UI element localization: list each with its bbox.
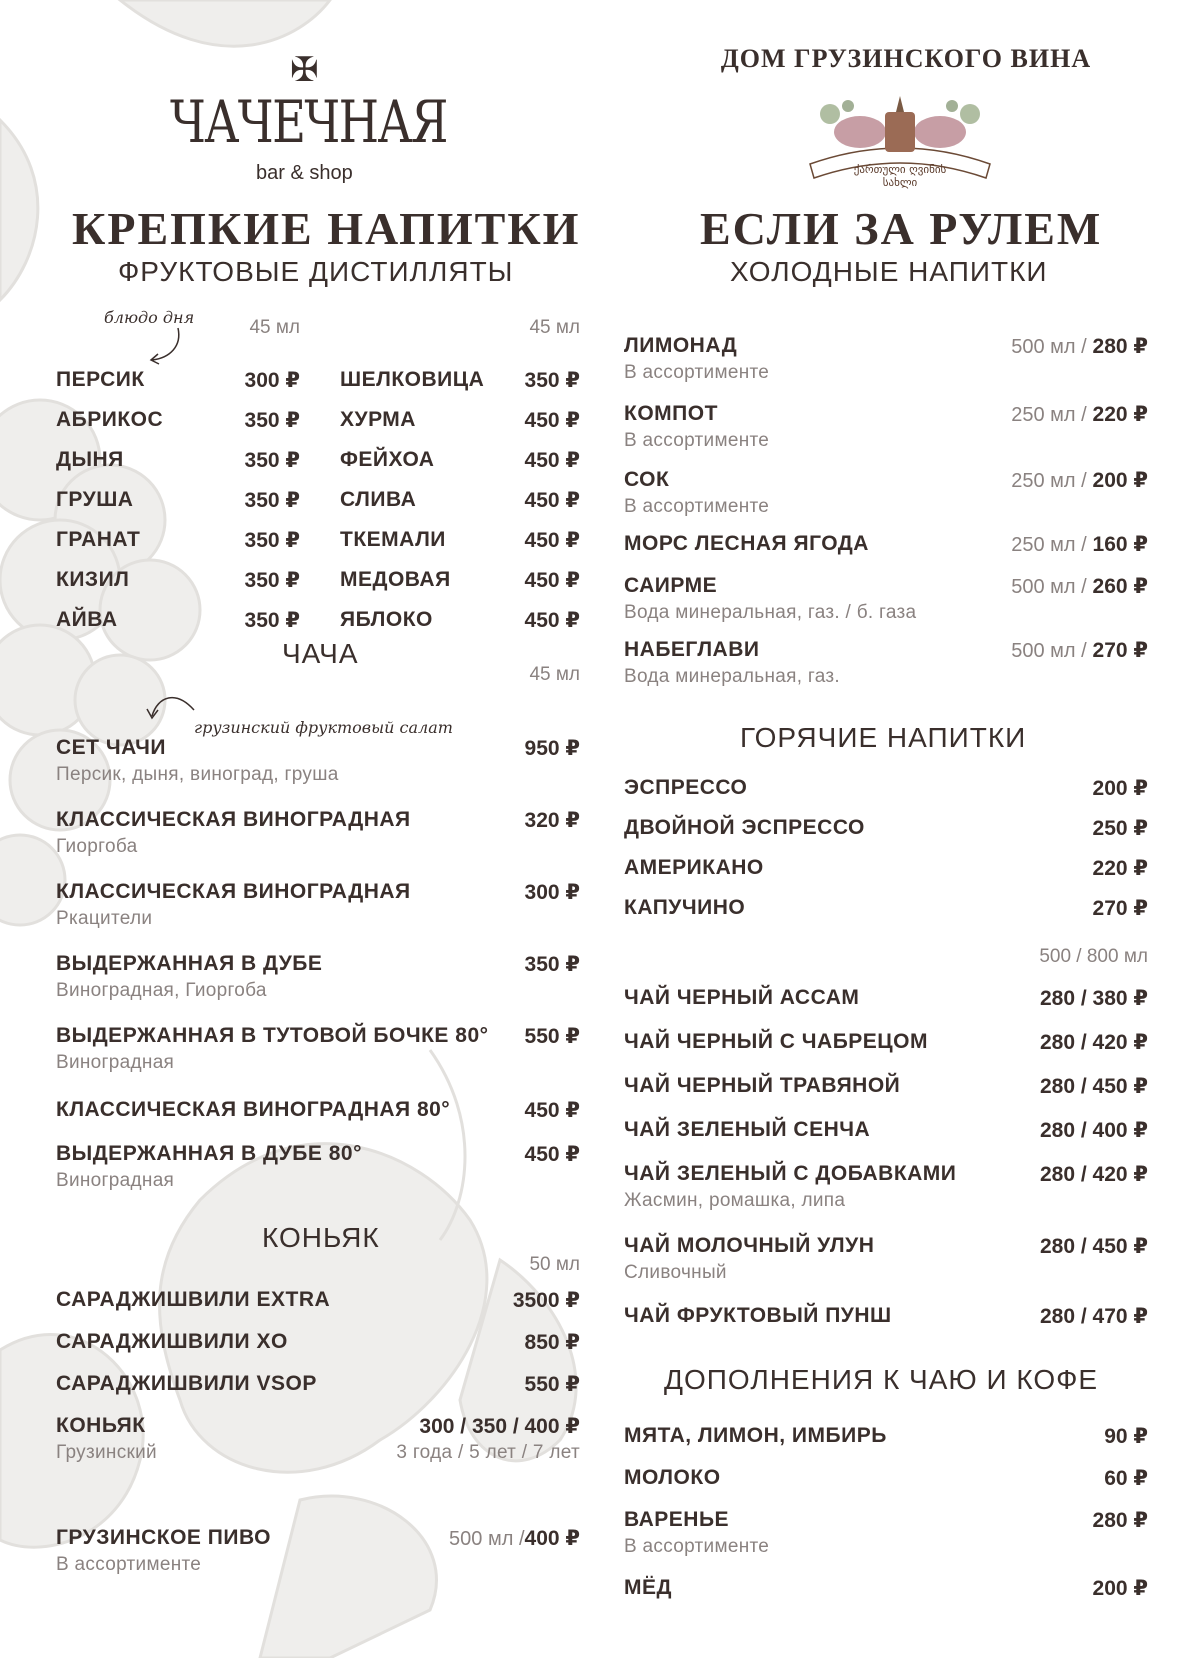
house-of-wine-title: ДОМ ГРУЗИНСКОГО ВИНА	[720, 44, 1092, 73]
menu-item-price: 90 ₽	[1104, 1425, 1148, 1448]
menu-item-name: ФЕЙХОА	[340, 448, 435, 471]
menu-item-volume: 500 мл /	[1011, 576, 1087, 598]
menu-item-name: КИЗИЛ	[56, 568, 130, 591]
menu-item-price: 200 ₽	[1092, 469, 1148, 492]
menu-item-price: 350 ₽	[244, 489, 300, 512]
menu-item-name: КЛАССИЧЕСКАЯ ВИНОГРАДНАЯ	[56, 880, 411, 903]
beer-volume-price	[330, 1526, 580, 1551]
fruit-distillates-subtitle: ФРУКТОВЫЕ ДИСТИЛЛЯТЫ	[118, 256, 514, 287]
beer-name: ГРУЗИНСКОЕ ПИВО	[56, 1526, 271, 1549]
volume-label-b: 45 мл	[529, 317, 580, 338]
menu-item-price: 220 ₽	[1092, 403, 1148, 426]
menu-item-name: САИРМЕ	[624, 574, 718, 597]
menu-item-price: 850 ₽	[524, 1331, 580, 1354]
menu-item-name: ПЕРСИК	[56, 368, 145, 391]
menu-item-name: МОРС ЛЕСНАЯ ЯГОДА	[624, 532, 869, 555]
menu-item-description: Сливочный	[624, 1262, 727, 1283]
menu-item-description: Жасмин, ромашка, липа	[624, 1190, 846, 1211]
emblem-georgian-caption: ქართული ღვინის სახლი	[853, 163, 947, 189]
menu-item-name: ЭСПРЕССО	[624, 776, 748, 799]
menu-item-description: Виноградная, Гиоргоба	[56, 980, 267, 1001]
cognac-generic-desc: Грузинский	[56, 1442, 157, 1463]
menu-item-name: ЯБЛОКО	[340, 608, 433, 631]
menu-item-price: 260 ₽	[1092, 575, 1148, 598]
if-driving-title: ЕСЛИ ЗА РУЛЕМ	[700, 203, 1103, 254]
menu-item-description: В ассортименте	[624, 1536, 770, 1557]
cognac-volume: 50 мл	[529, 1254, 580, 1275]
menu-item-description: Вода минеральная, газ.	[624, 666, 840, 687]
strong-drinks-title: КРЕПКИЕ НАПИТКИ	[72, 203, 581, 254]
menu-item-description: Персик, дыня, виноград, груша	[56, 764, 339, 785]
chacha-section-title: ЧАЧА	[282, 638, 359, 669]
menu-item-price: 160 ₽	[1092, 533, 1148, 556]
menu-item-name: САРАДЖИШВИЛИ VSOP	[56, 1372, 317, 1395]
menu-item-name: СЛИВА	[340, 488, 417, 511]
menu-item-name: МЯТА, ЛИМОН, ИМБИРЬ	[624, 1424, 887, 1447]
menu-item-price: 250 ₽	[1092, 817, 1148, 840]
menu-item-name: КЛАССИЧЕСКАЯ ВИНОГРАДНАЯ 80°	[56, 1098, 451, 1121]
menu-item-price: 450 ₽	[524, 489, 580, 512]
menu-item-price: 550 ₽	[524, 1373, 580, 1396]
menu-item-name: МОЛОКО	[624, 1466, 721, 1489]
menu-item-description: Виноградная	[56, 1052, 175, 1073]
menu-item-price: 60 ₽	[1104, 1467, 1148, 1490]
menu-item-price: 280 / 450 ₽	[1039, 1235, 1148, 1258]
menu-item-volume-price	[900, 402, 1148, 427]
menu-item-price: 450 ₽	[524, 1143, 580, 1166]
tea-volume: 500 / 800 мл	[1039, 946, 1148, 967]
menu-item-name: СОК	[624, 468, 670, 491]
menu-item-price: 450 ₽	[524, 1099, 580, 1122]
menu-item-price: 200 ₽	[1092, 1577, 1148, 1600]
menu-item-description: В ассортименте	[624, 430, 770, 451]
beer-volume: 500 мл /	[449, 1528, 525, 1550]
menu-item-price: 280 / 470 ₽	[1039, 1305, 1148, 1328]
menu-item-price: 300 ₽	[244, 369, 300, 392]
menu-item-name: ЛИМОНАД	[624, 334, 738, 357]
menu-item-volume: 250 мл /	[1011, 404, 1087, 426]
menu-item-name: ВАРЕНЬЕ	[624, 1508, 730, 1531]
menu-item-name: СЕТ ЧАЧИ	[56, 736, 167, 759]
menu-item-price: 3500 ₽	[512, 1289, 580, 1312]
menu-item-name: ВЫДЕРЖАННАЯ В ДУБЕ 80°	[56, 1142, 362, 1165]
menu-item-price: 280 / 420 ₽	[1039, 1031, 1148, 1054]
menu-item-price: 280 / 450 ₽	[1039, 1075, 1148, 1098]
menu-item-volume-price	[900, 532, 1148, 557]
chacha-volume: 45 мл	[529, 664, 580, 685]
menu-item-description: Ркацители	[56, 908, 153, 929]
cognac-generic-name: КОНЬЯК	[56, 1414, 146, 1437]
beer-price: 400 ₽	[524, 1527, 580, 1550]
menu-item-price: 220 ₽	[1092, 857, 1148, 880]
menu-item-price: 280 / 420 ₽	[1039, 1163, 1148, 1186]
menu-item-name: ЧАЙ ЗЕЛЕНЫЙ С ДОБАВКАМИ	[624, 1162, 957, 1185]
cognac-generic-ages: 3 года / 5 лет / 7 лет	[396, 1442, 580, 1463]
menu-item-volume-price	[900, 334, 1148, 359]
menu-item-price: 200 ₽	[1092, 777, 1148, 800]
menu-item-name: АБРИКОС	[56, 408, 164, 431]
menu-item-price: 280 ₽	[1092, 335, 1148, 358]
menu-item-name: ВЫДЕРЖАННАЯ В ТУТОВОЙ БОЧКЕ 80°	[56, 1024, 489, 1047]
menu-item-name: МЕДОВАЯ	[340, 568, 451, 591]
menu-item-name: КАПУЧИНО	[624, 896, 746, 919]
menu-item-price: 320 ₽	[524, 809, 580, 832]
menu-item-name: ТКЕМАЛИ	[340, 528, 446, 551]
menu-item-description: Гиоргоба	[56, 836, 138, 857]
menu-item-price: 270 ₽	[1092, 897, 1148, 920]
menu-item-description: В ассортименте	[624, 362, 770, 383]
menu-item-volume: 250 мл /	[1011, 470, 1087, 492]
menu-item-price: 300 ₽	[524, 881, 580, 904]
cognac-generic-price: 300 / 350 / 400 ₽	[419, 1415, 580, 1438]
menu-item-name: ЧАЙ ФРУКТОВЫЙ ПУНШ	[624, 1304, 892, 1327]
cross-icon: ✠	[290, 50, 319, 90]
menu-item-name: КЛАССИЧЕСКАЯ ВИНОГРАДНАЯ	[56, 808, 411, 831]
menu-item-name: АМЕРИКАНО	[624, 856, 764, 879]
cold-drinks-subtitle: ХОЛОДНЫЕ НАПИТКИ	[730, 256, 1048, 287]
menu-item-name: АЙВА	[56, 608, 118, 631]
menu-item-price: 280 / 380 ₽	[1039, 987, 1148, 1010]
menu-item-name: САРАДЖИШВИЛИ XO	[56, 1330, 288, 1353]
menu-item-price: 350 ₽	[244, 449, 300, 472]
menu-item-volume: 500 мл /	[1011, 336, 1087, 358]
brand-logo-name: ЧАЧЕЧНАЯ	[170, 88, 447, 156]
menu-item-name: МЁД	[624, 1576, 673, 1599]
menu-item-description: В ассортименте	[624, 496, 770, 517]
menu-item-name: ВЫДЕРЖАННАЯ В ДУБЕ	[56, 952, 323, 975]
menu-item-price: 450 ₽	[524, 409, 580, 432]
menu-item-price: 280 ₽	[1092, 1509, 1148, 1532]
menu-item-name: ГРУША	[56, 488, 134, 511]
menu-item-name: НАБЕГЛАВИ	[624, 638, 760, 661]
menu-item-price: 270 ₽	[1092, 639, 1148, 662]
menu-item-price: 550 ₽	[524, 1025, 580, 1048]
menu-item-price: 350 ₽	[244, 409, 300, 432]
fruit-salad-note: грузинский фруктовый салат	[194, 718, 453, 737]
menu-item-price: 450 ₽	[524, 609, 580, 632]
menu-item-name: ЧАЙ МОЛОЧНЫЙ УЛУН	[624, 1234, 875, 1257]
menu-item-price: 280 / 400 ₽	[1039, 1119, 1148, 1142]
menu-item-name: ДВОЙНОЙ ЭСПРЕССО	[624, 816, 865, 839]
menu-item-name: ЧАЙ ЧЕРНЫЙ АССАМ	[624, 986, 860, 1009]
menu-item-price: 350 ₽	[244, 569, 300, 592]
extras-section-title: ДОПОЛНЕНИЯ К ЧАЮ И КОФЕ	[664, 1364, 1099, 1395]
menu-item-volume-price	[900, 638, 1148, 663]
menu-item-name: ЧАЙ ЧЕРНЫЙ ТРАВЯНОЙ	[624, 1074, 901, 1097]
menu-item-description: Виноградная	[56, 1170, 175, 1191]
menu-item-name: ХУРМА	[340, 408, 416, 431]
beer-desc: В ассортименте	[56, 1554, 202, 1575]
menu-item-volume: 250 мл /	[1011, 534, 1087, 556]
menu-item-price: 450 ₽	[524, 529, 580, 552]
cognac-section-title: КОНЬЯК	[262, 1222, 380, 1253]
volume-label-a: 45 мл	[249, 317, 300, 338]
menu-item-name: ЧАЙ ЗЕЛЕНЫЙ СЕНЧА	[624, 1118, 871, 1141]
menu-item-price: 350 ₽	[524, 953, 580, 976]
menu-item-name: КОМПОТ	[624, 402, 718, 425]
menu-item-name: САРАДЖИШВИЛИ EXTRA	[56, 1288, 331, 1311]
menu-item-volume-price	[900, 574, 1148, 599]
menu-item-name: ДЫНЯ	[56, 448, 124, 471]
menu-item-volume-price	[900, 468, 1148, 493]
menu-item-price: 350 ₽	[244, 609, 300, 632]
hot-drinks-section-title: ГОРЯЧИЕ НАПИТКИ	[740, 722, 1027, 753]
menu-item-volume: 500 мл /	[1011, 640, 1087, 662]
menu-item-price: 450 ₽	[524, 449, 580, 472]
menu-item-price: 450 ₽	[524, 569, 580, 592]
menu-item-description: Вода минеральная, газ. / б. газа	[624, 602, 917, 623]
curved-arrow-icon	[148, 326, 188, 376]
curved-arrow-icon	[146, 690, 196, 726]
menu-item-name: ШЕЛКОВИЦА	[340, 368, 485, 391]
menu-item-price: 350 ₽	[244, 529, 300, 552]
brand-logo-subtitle: bar & shop	[256, 162, 353, 184]
menu-item-price: 950 ₽	[524, 737, 580, 760]
dish-of-day-note: блюдо дня	[104, 308, 195, 327]
menu-item-name: ЧАЙ ЧЕРНЫЙ С ЧАБРЕЦОМ	[624, 1030, 928, 1053]
menu-item-price: 350 ₽	[524, 369, 580, 392]
menu-item-name: ГРАНАТ	[56, 528, 141, 551]
